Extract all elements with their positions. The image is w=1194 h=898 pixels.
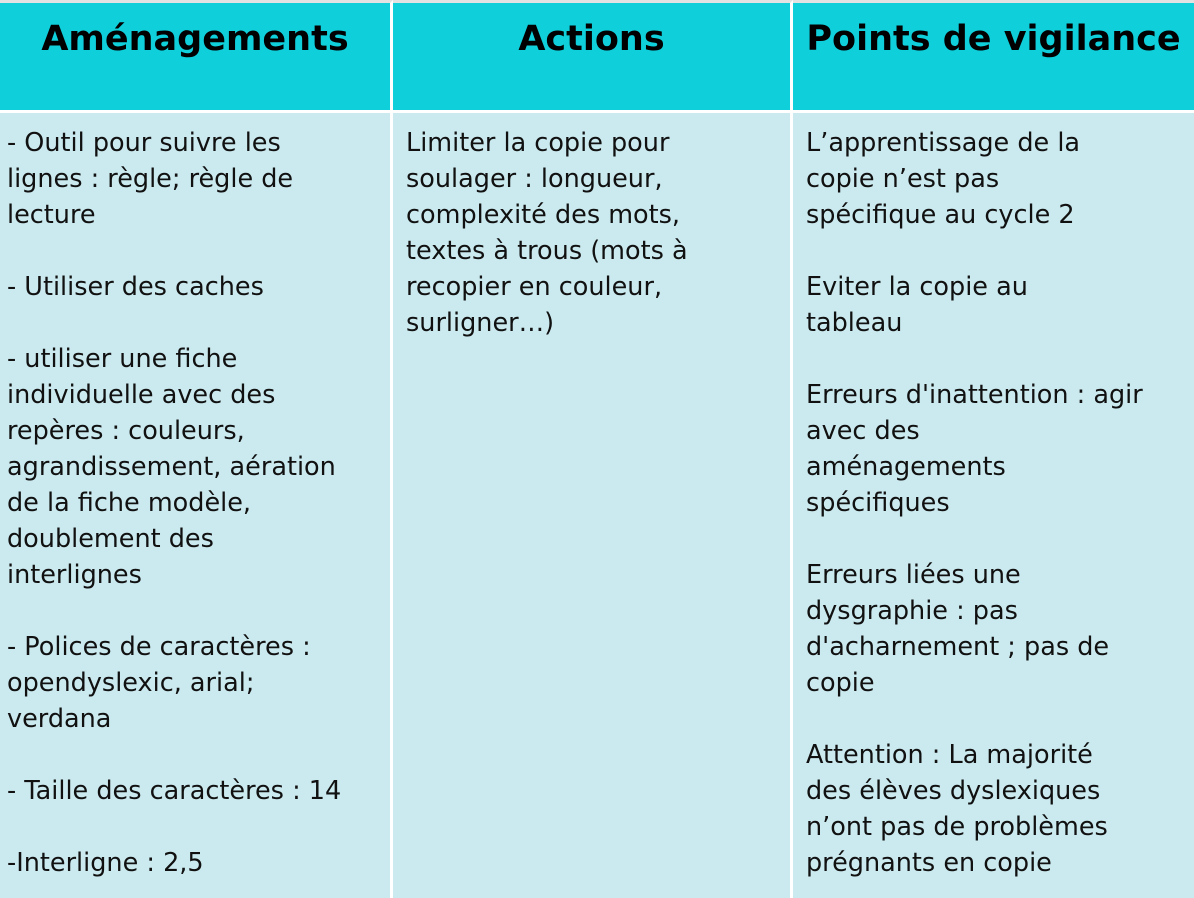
text-line: dysgraphie : pas — [806, 596, 1018, 626]
text-line: opendyslexic, arial; — [7, 668, 255, 698]
paragraph-gap — [806, 701, 1194, 737]
text-line: n’ont pas de problèmes — [806, 812, 1108, 842]
text-line: - Outil pour suivre les — [7, 128, 281, 158]
text-line: des élèves dyslexiques — [806, 776, 1101, 806]
text-line: soulager : longueur, — [406, 164, 663, 194]
text-line: interlignes — [7, 560, 142, 590]
text-line: spécifiques — [806, 488, 950, 518]
text-line: - Taille des caractères : 14 — [7, 776, 342, 806]
cell-points-de-vigilance — [793, 113, 1194, 898]
text-line: textes à trous (mots à — [406, 236, 688, 266]
text-line: repères : couleurs, — [7, 416, 245, 446]
text-line: tableau — [806, 308, 903, 338]
text-line: -Interligne : 2,5 — [7, 848, 204, 878]
header-amenagements: Aménagements — [0, 0, 393, 113]
text-line: avec des — [806, 416, 920, 446]
text-line: - Polices de caractères : — [7, 632, 311, 662]
text-line: individuelle avec des — [7, 380, 276, 410]
text-line: verdana — [7, 704, 112, 734]
paragraph-gap — [7, 809, 390, 845]
text-line: copie n’est pas — [806, 164, 1000, 194]
cell-amenagements — [0, 113, 393, 898]
text-line: copie — [806, 668, 875, 698]
paragraph-gap — [806, 521, 1194, 557]
header-points-de-vigilance: Points de vigilance — [793, 0, 1194, 113]
paragraph-gap — [7, 737, 390, 773]
text-line: - utiliser une fiche — [7, 344, 238, 374]
header-actions: Actions — [393, 0, 793, 113]
text-line: doublement des — [7, 524, 214, 554]
text-line: Erreurs liées une — [806, 560, 1021, 590]
text-line: lecture — [7, 200, 96, 230]
text-line: prégnants en copie — [806, 848, 1052, 878]
text-line: spécifique au cycle 2 — [806, 200, 1075, 230]
text-line: complexité des mots, — [406, 200, 681, 230]
text-line: surligner…) — [406, 308, 555, 338]
paragraph-gap — [806, 341, 1194, 377]
text-line: L’apprentissage de la — [806, 128, 1081, 158]
cell-actions — [393, 113, 793, 898]
paragraph-gap — [806, 233, 1194, 269]
text-line: agrandissement, aération — [7, 452, 336, 482]
text-line: Eviter la copie au — [806, 272, 1028, 302]
text-line: recopier en couleur, — [406, 272, 663, 302]
paragraph-gap — [7, 305, 390, 341]
paragraph-gap — [7, 233, 390, 269]
text-line: - Utiliser des caches — [7, 272, 264, 302]
text-line: Attention : La majorité — [806, 740, 1093, 770]
text-line: de la fiche modèle, — [7, 488, 252, 518]
text-line: d'acharnement ; pas de — [806, 632, 1110, 662]
paragraph-gap — [7, 593, 390, 629]
text-line: lignes : règle; règle de — [7, 164, 294, 194]
text-line: aménagements — [806, 452, 1006, 482]
text-line: Erreurs d'inattention : agir — [806, 380, 1143, 410]
text-line: Limiter la copie pour — [406, 128, 670, 158]
